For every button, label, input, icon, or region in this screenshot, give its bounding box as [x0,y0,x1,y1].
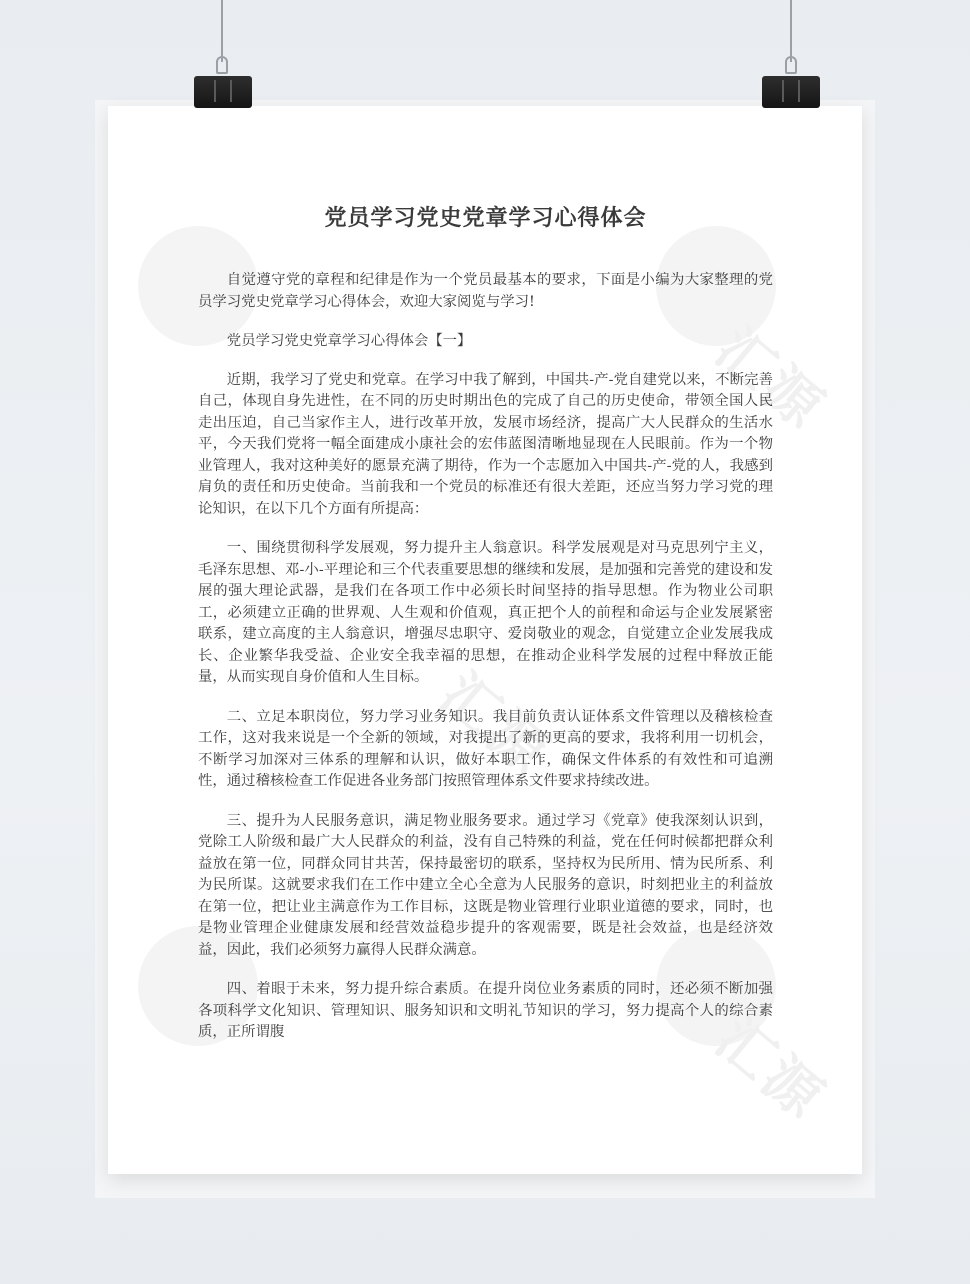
hook-right [785,56,797,74]
body-paragraph: 近期，我学习了党史和党章。在学习中我了解到，中国共-产-党自建党以来，不断完善自己，体现自身先进性，在不同的历史时期出色的完成了自己的历史使命，带领全国人民走出压迫，自己当家作主人，进行改革开放，发展市场经济，提高广大人民群众的生活水平，今天我们党将一幅全面建成小康社会的宏伟蓝图清晰地显现在人民眼前。作为一个物业管理人，我对这种美好的愿景充满了期待，作为一个志愿加入中国共-产-党的人，我感到肩负的责任和历史使命。当前我和一个党员的标准还有很大差距，还应当努力学习党的理论知识，在以下几个方面有所提高： [198,371,773,517]
binder-clip-right [762,76,820,108]
document-body [198,201,773,1062]
intro-paragraph: 自觉遵守党的章程和纪律是作为一个党员最基本的要求，下面是小编为大家整理的党员学习党史党章学习心得体会，欢迎大家阅览与学习! [198,272,773,310]
watermark-text: 汇源 [703,1005,837,1133]
watermark-text: 汇源 [428,660,562,788]
body-paragraph: 一、围绕贯彻科学发展观，努力提升主人翁意识。科学发展观是对马克思列宁主义，毛泽东思想、邓-小-平理论和三个代表重要思想的继续和发展，是加强和完善党的建设和发展的强大理论武器，是我们在各项工作中必须长时间坚持的指导思想。作为物业公司职工，必须建立正确的世界观、人生观和价值观，真正把个人的前程和命运与企业发展紧密联系，建立高度的主人翁意识，增强尽忠职守、爱岗敬业的观念，自觉建立企业发展我成长、企业繁华我受益、企业安全我幸福的思想，在推动企业科学发展的过程中释放正能量，从而实现自身价值和人生目标。 [198,540,773,685]
binder-clip-left [194,76,252,108]
body-paragraph: 二、立足本职岗位，努力学习业务知识。我目前负责认证体系文件管理以及稽核检查工作，这对我来说是一个全新的领域，对我提出了新的更高的要求，我将利用一切机会，不断学习加深对三体系的理解和认识，做好本职工作，确保文件体系的有效性和可追溯性，通过稽核检查工作促进各业务部门按照管理体系文件要求持续改进。 [198,708,773,789]
hanging-string-right [790,0,792,62]
hanging-string-left [221,0,223,62]
body-paragraph: 三、提升为人民服务意识，满足物业服务要求。通过学习《党章》使我深刻认识到，党除工人阶级和最广大人民群众的利益，没有自己特殊的利益，党在任何时候都把群众利益放在第一位，同群众同甘共苦，保持最密切的联系，坚持权为民所用、情为民所系、利为民所谋。这就要求我们在工作中建立全心全意为人民服务的意识，时刻把业主的利益放在第一位，把让业主满意作为工作目标，这既是物业管理行业职业道德的要求，同时，也是物业管理企业健康发展和经营效益稳步提升的客观需要，既是社会效益，也是经济效益，因此，我们必须努力赢得人民群众满意。 [198,812,773,958]
document-page [108,106,862,1174]
watermark-text: 汇源 [703,315,837,443]
hook-left [216,56,228,74]
section-heading: 党员学习党史党章学习心得体会【一】 [226,333,472,349]
document-title: 党员学习党史党章学习心得体会 [324,205,647,231]
body-paragraph: 四、着眼于未来，努力提升综合素质。在提升岗位业务素质的同时，还必须不断加强各项科学文化知识、管理知识、服务知识和文明礼节知识的学习，努力提高个人的综合素质，正所谓腹 [198,981,773,1040]
